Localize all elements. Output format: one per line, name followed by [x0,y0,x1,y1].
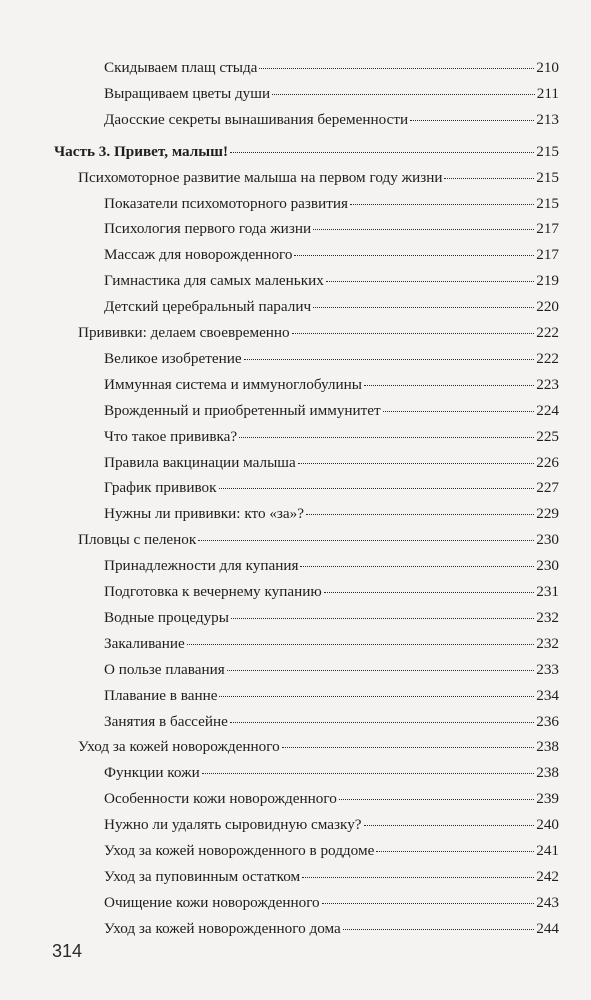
toc-entry-title: Нужны ли прививки: кто «за»? [104,505,305,523]
toc-entry-title: Плавание в ванне [104,686,218,704]
toc-entry [104,789,559,809]
dot-leader [376,851,534,852]
toc-entry [104,763,559,783]
toc-entry [104,504,559,524]
dot-leader [282,747,535,748]
toc-entry-title: Что такое прививка? [104,427,238,445]
toc-entry [104,556,559,576]
toc-entry-title: Выращиваем цветы души [104,84,271,102]
toc-entry-title: Функции кожи [104,764,200,782]
dot-leader [231,618,534,619]
dot-leader [244,359,535,360]
dot-leader [350,204,534,205]
toc-entry [78,323,559,343]
toc-entry-page: 215 [536,142,559,160]
dot-leader [298,463,535,464]
toc-entry-page: 239 [536,790,559,808]
toc-entry-title: Подготовка к вечернему купанию [104,583,322,600]
toc-entry [104,608,559,628]
toc-entry [104,194,559,214]
toc-entry-title: Водные процедуры [104,608,229,626]
dot-leader [444,178,534,179]
toc-entry-title: Детский церебральный паралич [104,298,312,316]
toc-entry-title: Массаж для новорожденного [104,246,293,264]
toc-entry [104,893,559,913]
dot-leader [227,670,534,671]
dot-leader [364,385,534,386]
toc-entry-page: 219 [536,272,559,290]
toc-entry-page: 220 [536,298,559,316]
toc-entry-page: 232 [536,634,559,652]
toc-entry-page: 244 [536,919,559,937]
toc-entry [104,58,559,78]
toc-entry [104,349,559,369]
toc-entry [104,686,559,706]
toc-entry [104,582,559,602]
toc-entry-title: Нужно ли удалять сыровидную смазку? [104,816,362,834]
toc-entry-page: 243 [536,893,559,911]
toc-entry-title: Занятия в бассейне [104,712,228,730]
dot-leader [239,437,534,438]
toc-part-heading [54,142,559,162]
toc-entry [78,530,559,550]
toc-entry-title: Иммунная система и иммуноглобулины [104,375,362,393]
toc-entry [104,271,559,291]
toc-entry-page: 227 [536,479,559,497]
toc-entry [104,427,559,447]
toc-entry-page: 230 [536,557,559,575]
dot-leader [219,696,534,697]
toc-entry-title: Часть 3. Привет, малыш! [54,142,229,160]
toc-entry [104,478,559,498]
toc-entry [104,375,559,395]
toc-entry [78,168,559,188]
toc-entry-page: 241 [536,842,559,859]
toc-entry [104,219,559,239]
dot-leader [306,514,534,515]
toc-entry [104,841,559,861]
toc-entry-page: 238 [536,738,559,756]
toc-entry-page: 233 [536,660,559,678]
dot-leader [292,333,535,334]
toc-entry-title: Очищение кожи новорожденного [104,893,320,911]
toc-entry-page: 225 [536,427,559,445]
toc-entry-title: График прививок [104,479,217,497]
toc-entry-page: 222 [536,349,559,367]
dot-leader [302,877,534,878]
toc-entry-title: Уход за кожей новорожденного [78,738,280,756]
toc-entry-page: 236 [536,712,559,730]
toc-entry-page: 242 [536,867,559,885]
toc-entry [104,297,559,317]
toc-entry-page: 226 [536,453,559,471]
toc-entry-title: О пользе плавания [104,660,225,678]
toc-entry-page: 232 [536,608,559,626]
toc-entry [78,737,559,757]
toc-entry [104,401,559,421]
toc-entry-page: 222 [536,324,559,341]
dot-leader [383,411,535,412]
toc-entry [104,110,559,130]
toc-entry-page: 215 [536,168,559,186]
toc-entry-title: Скидываем плащ стыда [104,59,258,76]
toc-entry-page: 230 [536,531,559,549]
toc-entry-page: 211 [536,84,559,102]
toc-entry-page: 217 [536,246,559,264]
toc-entry-page: 240 [536,816,559,834]
dot-leader [364,825,535,826]
toc-entry-page: 234 [536,686,559,704]
toc-entry-title: Уход за пуповинным остатком [104,867,301,885]
dot-leader [326,281,534,282]
dot-leader [198,540,534,541]
toc-entry-page: 217 [536,220,559,238]
toc-entry [104,815,559,835]
toc-entry-page: 231 [536,583,559,600]
dot-leader [230,722,534,723]
dot-leader [410,120,534,121]
toc-entry-title: Принадлежности для купания [104,557,299,575]
toc-entry-page: 223 [536,375,559,393]
toc-entry-title: Уход за кожей новорожденного дома [104,919,341,937]
dot-leader [313,307,534,308]
dot-leader [187,644,534,645]
dot-leader [294,255,534,256]
toc-entry [104,453,559,473]
toc-entry-page: 224 [536,401,559,419]
toc-entry-title: Даосские секреты вынашивания беременности [104,110,409,128]
toc-entry-title: Правила вакцинации малыша [104,453,296,471]
dot-leader [259,68,534,69]
toc-entry-title: Пловцы с пеленок [78,531,197,549]
toc-entry [104,712,559,732]
dot-leader [324,592,535,593]
dot-leader [313,229,534,230]
page-number: 314 [52,941,83,961]
toc-entry [104,867,559,887]
dot-leader [202,773,534,774]
toc-entry-page: 229 [536,505,559,523]
toc-entry-title: Прививки: делаем своевременно [78,324,290,341]
toc-entry-title: Психология первого года жизни [104,220,312,238]
toc-entry [104,245,559,265]
dot-leader [322,903,535,904]
toc-entry [104,634,559,654]
toc-entry [104,660,559,680]
toc-entry-title: Закаливание [104,634,185,652]
dot-leader [219,488,535,489]
dot-leader [300,566,534,567]
toc-entry-title: Особенности кожи новорожденного [104,790,337,808]
toc-entry-title: Великое изобретение [104,349,242,367]
dot-leader [343,929,534,930]
toc-entry-title: Гимнастика для самых маленьких [104,272,324,290]
toc-entry-page: 238 [536,764,559,782]
toc-entry [104,919,559,939]
toc-entry-page: 213 [536,110,559,128]
toc-entry-page: 215 [536,194,559,212]
dot-leader [272,94,535,95]
dot-leader [230,152,534,153]
toc-entry-title: Врожденный и приобретенный иммунитет [104,401,381,419]
toc-entry-page: 210 [536,59,559,76]
toc-entry [104,84,559,104]
toc-entry-title: Показатели психомоторного развития [104,194,348,212]
toc-entry-title: Психомоторное развитие малыша на первом году жизни [78,168,443,186]
toc-entry-title: Уход за кожей новорожденного в роддоме [104,842,375,859]
dot-leader [339,799,534,800]
